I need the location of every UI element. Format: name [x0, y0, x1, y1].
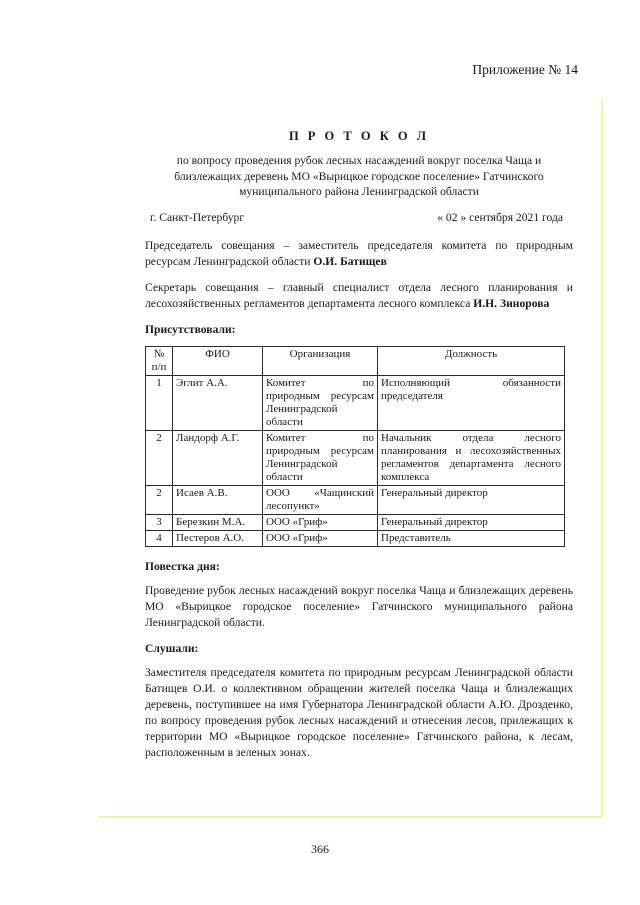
row-organization: ООО «Гриф» — [263, 514, 378, 530]
document-title: П Р О Т О К О Л — [288, 129, 430, 143]
row-position: Генеральный директор — [378, 485, 565, 514]
row-number: 3 — [146, 514, 173, 530]
agenda-text: Проведение рубок лесных насаждений вокруг поселка Чаща и близлежащих деревень МО «Вырицкое городское поселение» Гатчинского муниципального района Ленинградской области. — [145, 583, 573, 629]
row-name: Березкин М.А. — [173, 514, 263, 530]
row-organization: ООО «Гриф» — [263, 530, 378, 546]
appendix-label: Приложение № 14 — [472, 62, 578, 77]
row-position: Представитель — [378, 530, 565, 546]
row-name: Исаев А.В. — [173, 485, 263, 514]
secretary-text: Секретарь совещания – главный специалист отдела лесного планирования и лесохозяйственных регламентов департамента лесного комплекса — [145, 280, 573, 310]
row-position: Генеральный директор — [378, 514, 565, 530]
row-name: Ландорф А.Г. — [173, 430, 263, 485]
document-subject: по вопросу проведения рубок лесных насаждений вокруг поселка Чаща и близлежащих деревень МО «Вырицкое городское поселение» Гатчинского муниципального района Ленинградской области — [174, 154, 544, 198]
table-row — [146, 514, 565, 530]
heard-heading: Слушали: — [145, 641, 199, 655]
column-header-number: № п/п — [146, 346, 173, 375]
column-header-position: Должность — [378, 346, 565, 375]
secretary-name: И.Н. Зинорова — [473, 296, 550, 310]
row-organization: Комитет по природным ресурсам Ленинградской области — [263, 375, 378, 430]
table-row — [146, 375, 565, 430]
attendees-table — [145, 346, 565, 547]
document-content — [145, 128, 573, 771]
row-organization: Комитет по природным ресурсам Ленинградской области — [263, 430, 378, 485]
row-number: 2 — [146, 430, 173, 485]
column-header-organization: Организация — [263, 346, 378, 375]
secretary-paragraph — [145, 280, 573, 312]
agenda-heading: Повестка дня: — [145, 559, 220, 573]
table-row — [146, 430, 565, 485]
table-header-row — [146, 346, 565, 375]
chairman-paragraph — [145, 238, 573, 270]
row-position: Начальник отдела лесного планирования и лесохозяйственных регламентов департамента лесного комплекса — [378, 430, 565, 485]
heard-text: Заместителя председателя комитета по природным ресурсам Ленинградской области Батищев О.И. о коллективном обращении жителей поселка Чаща и близлежащих деревень, поступившее на имя Губернатора Ленинградской области А.Ю. Дрозденко, по вопросу проведения рубок лесных насаждений и отнесения лесов, прилежащих к территории МО «Вырицкое городское поселение» Гатчинского района, к лесам, расположенным в зеленых зонах. — [145, 665, 573, 759]
row-name: Эглит А.А. — [173, 375, 263, 430]
row-organization: ООО «Чащинский лесопункт» — [263, 485, 378, 514]
row-position: Исполняющий обязанности председателя — [378, 375, 565, 430]
chairman-name: О.И. Батищев — [313, 254, 387, 268]
chairman-text: Председатель совещания – заместитель председателя комитета по природным ресурсам Ленинградской области — [145, 238, 573, 268]
row-number: 2 — [146, 485, 173, 514]
row-name: Пестеров А.О. — [173, 530, 263, 546]
row-number: 4 — [146, 530, 173, 546]
column-header-name: ФИО — [173, 346, 263, 375]
place-date-line — [145, 210, 573, 226]
place: г. Санкт-Петербург — [150, 210, 245, 224]
row-number: 1 — [146, 375, 173, 430]
table-row — [146, 530, 565, 546]
date: « 02 » сентября 2021 года — [437, 210, 563, 224]
table-row — [146, 485, 565, 514]
page-number: 366 — [311, 842, 329, 856]
present-heading: Присутствовали: — [145, 322, 236, 336]
